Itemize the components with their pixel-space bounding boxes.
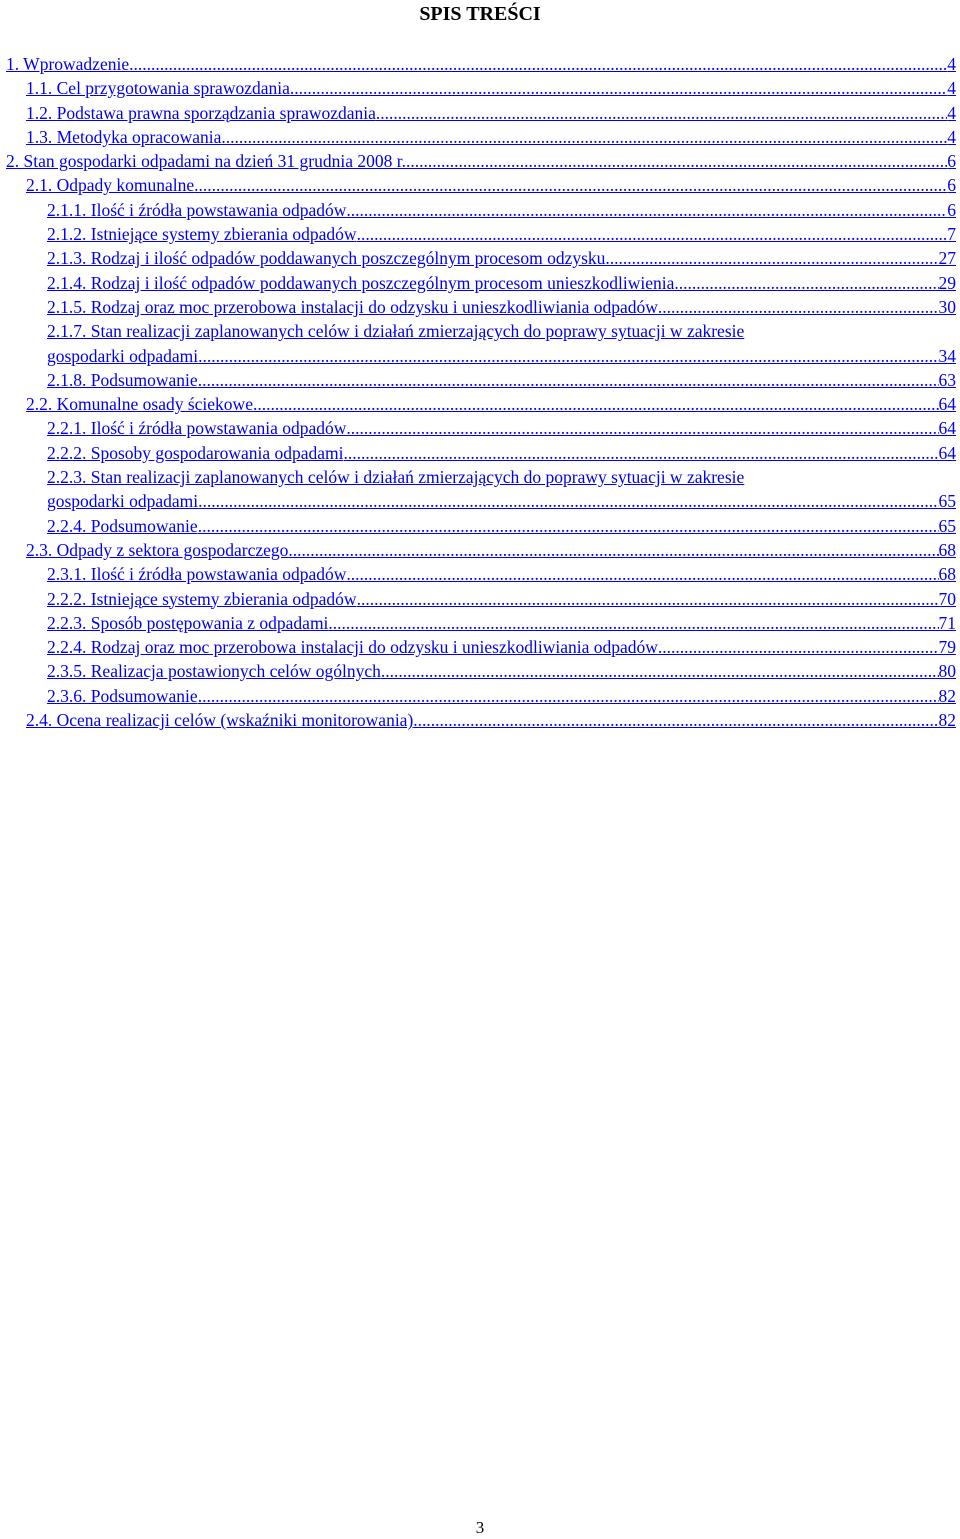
toc-entry-label: gospodarki odpadami [47, 491, 199, 512]
toc-entry-label: 2.1.2. Istniejące systemy zbierania odpadów [47, 224, 357, 245]
toc-entry-page: 64 [938, 394, 956, 415]
dot-leader [253, 392, 939, 416]
toc-entry-label: 2.2.4. Rodzaj oraz moc przerobowa instalacji do odzysku i unieszkodliwiania odpadów [47, 637, 658, 658]
dot-leader [290, 76, 947, 100]
toc-entry-label: 2.2.1. Ilość i źródła powstawania odpadów [47, 418, 347, 439]
dot-leader [658, 295, 939, 319]
dot-leader [346, 198, 947, 222]
toc-entry-label: 2. Stan gospodarki odpadami na dzień 31 grudnia 2008 r. [6, 151, 406, 172]
dot-leader [346, 562, 938, 586]
dot-leader [344, 441, 939, 465]
toc-entry-page: 27 [938, 248, 956, 269]
toc-entry-label: 1.1. Cel przygotowania sprawozdania [26, 78, 290, 99]
toc-entry-label: gospodarki odpadami [47, 345, 199, 366]
dot-leader [658, 635, 939, 659]
dot-leader [376, 101, 947, 125]
toc-entry-2-3-6[interactable] [0, 684, 960, 708]
toc-entry-2-1-8[interactable] [0, 368, 960, 392]
dot-leader [413, 708, 938, 732]
toc-entry-label: 2.1.4. Rodzaj i ilość odpadów poddawanych poszczególnym procesom unieszkodliwienia [47, 272, 675, 293]
dot-leader [346, 416, 938, 440]
toc-entry-label: 2.1.3. Rodzaj i ilość odpadów poddawanych poszczególnym procesom odzysku [47, 248, 606, 269]
dot-leader [129, 52, 947, 76]
toc-entry-2-1-4[interactable] [0, 271, 960, 295]
toc-entry-label: 2.2.2. Sposoby gospodarowania odpadami [47, 442, 344, 463]
toc-entry-label-line1: 2.1.7. Stan realizacji zaplanowanych celów i działań zmierzających do poprawy sytuacji w zakresie [47, 321, 745, 342]
toc-entry-2-3-3[interactable] [0, 611, 960, 635]
toc-entry-page: 65 [938, 515, 956, 536]
toc-entry-line2 [47, 344, 956, 368]
toc-entry-2[interactable] [0, 149, 960, 173]
dot-leader [198, 368, 939, 392]
toc-entry-page: 65 [938, 491, 956, 512]
toc-entry-label-line1: 2.2.3. Stan realizacji zaplanowanych celów i działań zmierzających do poprawy sytuacji w zakresie [47, 467, 745, 488]
toc-entry-1-3[interactable] [0, 125, 960, 149]
dot-leader [328, 611, 938, 635]
toc-entry-page: 30 [938, 296, 956, 317]
toc-entry-label: 2.1.8. Podsumowanie [47, 369, 198, 390]
toc-entry-2-2-3[interactable] [0, 465, 960, 514]
toc-entry-label: 2.3.5. Realizacja postawionych celów ogólnych [47, 661, 381, 682]
page-number: 3 [475, 1518, 485, 1537]
toc-entry-page: 82 [938, 710, 956, 731]
dot-leader [406, 149, 947, 173]
toc-entry-page: 4 [947, 54, 956, 74]
toc-entry-label: 2.2.2. Istniejące systemy zbierania odpadów [47, 588, 357, 609]
dot-leader [605, 246, 938, 270]
toc-entry-2-2-1[interactable] [0, 416, 960, 440]
toc-entry-label: 2.2. Komunalne osady ściekowe [26, 394, 253, 415]
toc-entry-label: 1.2. Podstawa prawna sporządzania sprawozdania [26, 102, 376, 123]
toc-entry-page: 63 [938, 369, 956, 390]
toc-entry-label: 2.3.6. Podsumowanie [47, 685, 198, 706]
toc-entry-page: 6 [947, 199, 956, 220]
toc-entry-2-3[interactable] [0, 538, 960, 562]
toc-entry-label: 2.3.1. Ilość i źródła powstawania odpadów [47, 564, 347, 585]
toc-entry-2-4[interactable] [0, 708, 960, 732]
toc-entry-line2 [47, 489, 956, 513]
toc-entry-page: 6 [947, 151, 956, 172]
toc-entry-label: 2.3. Odpady z sektora gospodarczego [26, 539, 289, 560]
dot-leader [357, 587, 939, 611]
toc-entry-label: 2.2.3. Sposób postępowania z odpadami [47, 612, 329, 633]
toc-entry-page: 82 [938, 685, 956, 706]
toc-entry-page: 64 [938, 418, 956, 439]
toc-entry-label: 2.4. Ocena realizacji celów (wskaźniki monitorowania) [26, 710, 414, 731]
toc-entry-label: 1. Wprowadzenie [6, 54, 130, 74]
toc-entry-2-3-2[interactable] [0, 587, 960, 611]
toc-entry-page: 4 [947, 78, 956, 99]
toc-entry-page: 71 [938, 612, 956, 633]
toc-entry-2-1-5[interactable] [0, 295, 960, 319]
toc-entry-2-3-5[interactable] [0, 659, 960, 683]
toc-entry-page: 4 [947, 102, 956, 123]
toc-entry-label: 2.2.4. Podsumowanie [47, 515, 198, 536]
toc-entry-page: 79 [938, 637, 956, 658]
toc-entry-label: 2.1.1. Ilość i źródła powstawania odpadów [47, 199, 347, 220]
toc-entry-page: 29 [938, 272, 956, 293]
table-of-contents [0, 52, 960, 732]
dot-leader [221, 125, 947, 149]
toc-entry-2-3-4[interactable] [0, 635, 960, 659]
toc-entry-page: 34 [938, 345, 956, 366]
dot-leader [357, 222, 948, 246]
toc-entry-2-1-3[interactable] [0, 246, 960, 270]
toc-entry-label: 2.1.5. Rodzaj oraz moc przerobowa instalacji do odzysku i unieszkodliwiania odpadów [47, 296, 658, 317]
toc-entry-page: 68 [938, 539, 956, 560]
toc-entry-page: 4 [947, 126, 956, 147]
toc-entry-page: 80 [938, 661, 956, 682]
dot-leader [198, 489, 938, 513]
toc-entry-label: 1.3. Metodyka opracowania [26, 126, 222, 147]
page-title: SPIS TREŚCI [419, 3, 541, 25]
dot-leader [194, 173, 947, 197]
toc-entry-2-1-2[interactable] [0, 222, 960, 246]
toc-entry-page: 6 [947, 175, 956, 196]
toc-entry-2-2[interactable] [0, 392, 960, 416]
toc-entry-page: 70 [938, 588, 956, 609]
toc-entry-2-2-2[interactable] [0, 441, 960, 465]
toc-entry-page: 7 [947, 224, 956, 245]
toc-entry-page: 68 [938, 564, 956, 585]
toc-entry-2-2-4[interactable] [0, 514, 960, 538]
dot-leader [198, 684, 939, 708]
toc-entry-2-1-7[interactable] [0, 319, 960, 368]
toc-entry-1[interactable] [0, 52, 960, 76]
toc-entry-2-3-1[interactable] [0, 562, 960, 586]
dot-leader [198, 344, 938, 368]
dot-leader [288, 538, 938, 562]
toc-entry-1-2[interactable] [0, 101, 960, 125]
toc-entry-label: 2.1. Odpady komunalne [26, 175, 195, 196]
toc-entry-1-1[interactable] [0, 76, 960, 100]
dot-leader [674, 271, 938, 295]
dot-leader [198, 514, 939, 538]
toc-entry-page: 64 [938, 442, 956, 463]
toc-entry-2-1[interactable] [0, 173, 960, 197]
dot-leader [381, 659, 939, 683]
toc-entry-2-1-1[interactable] [0, 198, 960, 222]
